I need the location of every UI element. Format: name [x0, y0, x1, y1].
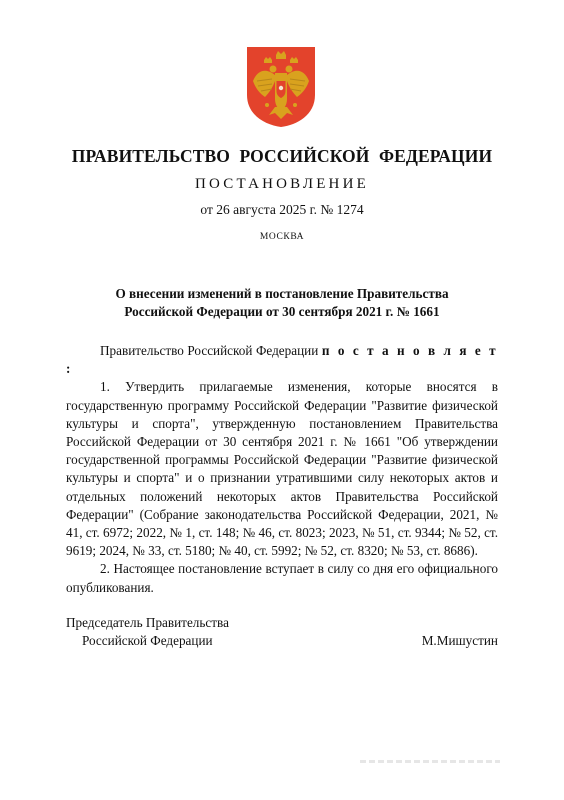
paragraph-2: 2. Настоящее постановление вступает в силу со дня его официального опубликования. [66, 561, 498, 595]
document-city: МОСКВА [259, 232, 305, 242]
footer-mark [360, 760, 500, 763]
paragraph-1: 1. Утвердить прилагаемые изменения, которые вносятся в государственную программу Российской Федерации "Развитие физической культуры и спорта", утвержденную постановлением Правительства Российской Федерации от 30 сентября 2021 г. № 1661 "Об утверждении государственной программы Российской Федерации "Развитие физической культуры и спорта" и о признании утратившими силу некоторых актов и отдельных положений некоторых актов Правительства Российской Федерации" (Собрание законодательства Российской Федерации, 2021, № 41, ст. 6972; 2022, № 1, ст. 148; № 46, ст. 8023; 2023, № 51, ст. 9344; № 52, ст. 9619; 2024, № 33, ст. 5180; № 40, ст. 5992; № 52, ст. 8320; № 53, ст. 8686). [66, 379, 498, 559]
subject-line-1: О внесении изменений в постановление Правительства [115, 286, 449, 301]
signatory-name: М.Мишустин [421, 633, 498, 648]
signatory-position-line-2: Российской Федерации [82, 633, 213, 648]
document-date-number: от 26 августа 2025 г. № 1274 [200, 202, 364, 217]
signatory-position-line-1: Председатель Правительства [66, 615, 229, 630]
document-body [66, 342, 498, 597]
subject-line-2: Российской Федерации от 30 сентября 2021 г. № 1661 [124, 304, 440, 319]
russian-coat-of-arms-icon [245, 45, 317, 129]
document-subject [60, 285, 504, 321]
intro-paragraph [66, 342, 498, 378]
document-type: ПОСТАНОВЛЕНИЕ [195, 176, 369, 192]
government-title: ПРАВИТЕЛЬСТВО РОССИЙСКОЙ ФЕДЕРАЦИИ [71, 146, 493, 166]
intro-text: Правительство Российской Федерации [100, 343, 319, 358]
intro-resolves: п о с т а н о в л я е т : [66, 343, 499, 377]
